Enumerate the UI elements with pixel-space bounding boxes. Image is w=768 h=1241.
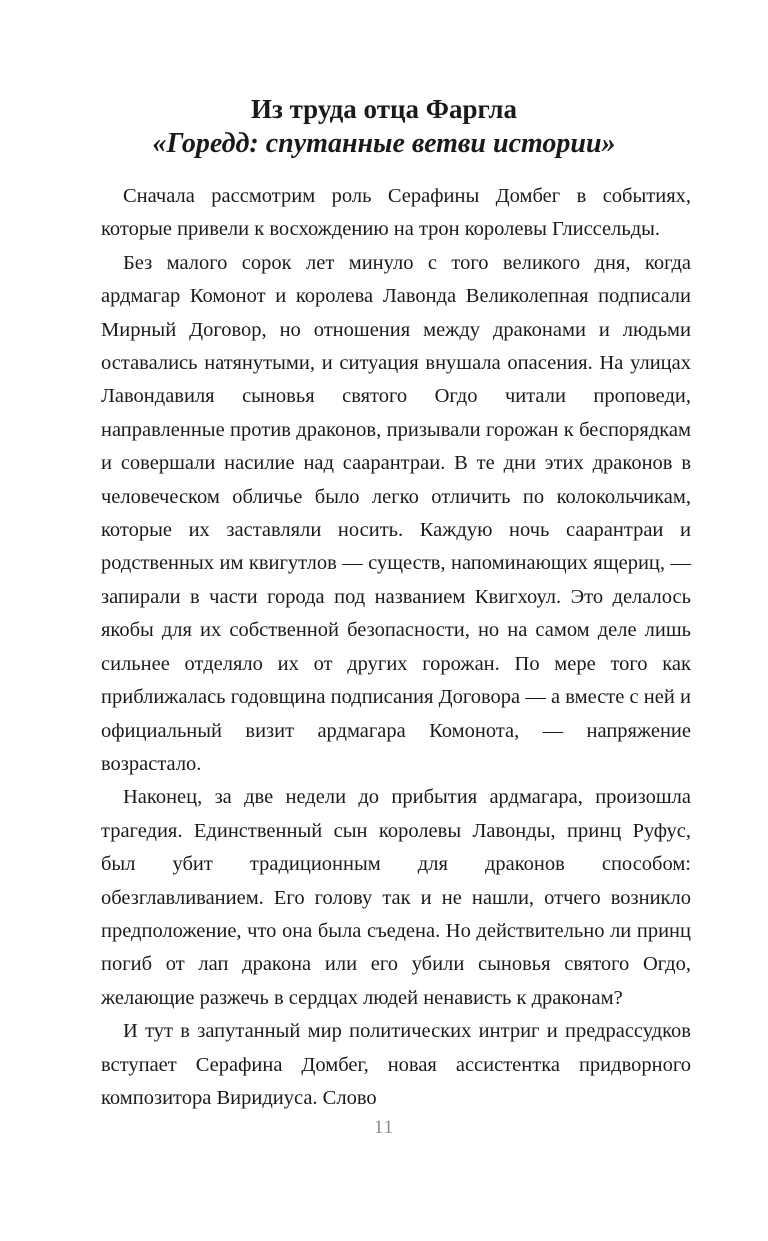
page-number: 11: [373, 1117, 395, 1138]
paragraph-4: И тут в запутанный мир политических интриг и предрассудков вступает Серафина Домбег, новая ассистентка придворного композитора Виридиуса. Слово: [101, 1020, 691, 1109]
paragraph-2: Без малого сорок лет минуло с того великого дня, когда ардмагар Комонот и королева Лавонда Великолепная подписали Мирный Договор, но отношения между драконами и людьми оставались натянутыми, и ситуация внушала опасения. На улицах Лавондавиля сыновья святого Огдо читали проповеди, направленные против драконов, призывали горожан к беспорядкам и совершали насилие над саарантраи. В те дни этих драконов в человеческом обличье было легко отличить по колокольчикам, которые их заставляли носить. Каждую ночь саарантраи и родственных им квигутлов — существ, напоминающих ящериц, — запирали в части города под названием Квигхоул. Это делалось якобы для их собственной безопасности, но на самом деле лишь сильнее отделяло их от других горожан. По мере того как приближалась годовщина подписания Договора — а вместе с ней и официальный визит ардмагара Комонота, — напряжение возрастало.: [101, 251, 691, 775]
body-text: [101, 180, 691, 1115]
chapter-heading: [0, 92, 768, 162]
paragraph-1: Сначала рассмотрим роль Серафины Домбег в событиях, которые привели к восхождению на трон королевы Глиссельды.: [101, 185, 691, 241]
heading-title: Из труда отца Фаргла: [250, 94, 518, 124]
heading-subtitle: «Горедд: спутанные ветви истории»: [152, 128, 616, 159]
paragraph-3: Наконец, за две недели до прибытия ардмагара, произошла трагедия. Единственный сын королевы Лавонды, принц Руфус, был убит традиционным для драконов способом: обезглавливанием. Его голову так и не нашли, отчего возникло предположение, что она была съедена. Но действительно ли принц погиб от лап дракона или его убили сыновья святого Огдо, желающие разжечь в сердцах людей ненависть к драконам?: [101, 786, 691, 1009]
